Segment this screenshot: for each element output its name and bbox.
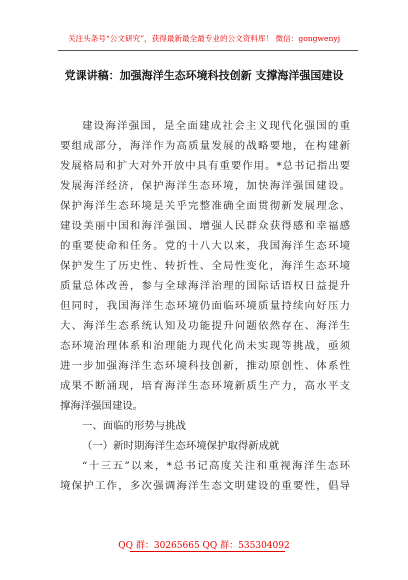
body-line: 境保护工作，多次强调海洋生态文明建设的重要性，倡导 <box>60 480 350 492</box>
body-line: 发展格局和扩大对外开放中具有重要作用。*总书记指出要 <box>60 160 350 172</box>
body-line: 撑海洋强国建设。 <box>60 400 144 412</box>
body-line: 保护海洋生态环境是关乎完整准确全面贯彻新发展理念、 <box>60 200 350 212</box>
body-line: 建设海洋强国，是全面建成社会主义现代化强国的重 <box>82 120 350 132</box>
body-line: 态环境治理体系和治理能力现代化尚未实现等挑战，亟须 <box>60 340 350 352</box>
body-line: 的重要使命和任务。党的十八大以来，我国海洋生态环境 <box>60 240 350 252</box>
header-banner: 关注头条号“公文研究”，获得最新最全最专业的公文资料库！ 微信：gongwenyj <box>67 34 341 43</box>
body-line: 成果不断涌现，培育海洋生态环境新质生产力，高水平支 <box>60 380 350 392</box>
footer-qq-groups: QQ 群：30265665 QQ 群：535304092 <box>118 541 290 551</box>
body-line: 进一步加强海洋生态环境科技创新，推动原创性、体系性 <box>60 360 350 372</box>
body-line: 保护发生了历史性、转折性、全局性变化，海洋生态环境 <box>60 260 350 272</box>
footer-underline <box>130 551 285 552</box>
body-line: 大、海洋生态系统认知及功能提升问题依然存在、海洋生 <box>60 320 350 332</box>
body-line: 质量总体改善，参与全球海洋治理的国际话语权日益提升 <box>60 280 350 292</box>
subsection-heading: （一）新时期海洋生态环境保护取得新成就 <box>82 440 280 452</box>
body-line: 要组成部分，海洋作为高质量发展的战略要地，在构建新 <box>60 140 350 152</box>
body-line: 发展海洋经济，保护海洋生态环境，加快海洋强国建设。 <box>60 180 350 192</box>
document-title: 党课讲稿：加强海洋生态环境科技创新 支撑海洋强国建设 <box>64 69 344 82</box>
header-divider <box>58 50 358 51</box>
document-body <box>60 116 350 496</box>
body-line: 建设美丽中国和海洋强国、增强人民群众获得感和幸福感 <box>60 220 350 232</box>
body-line: “十三五”以来，*总书记高度关注和重视海洋生态环 <box>82 460 350 472</box>
body-line: 但同时，我国海洋生态环境仍面临环境质量持续向好压力 <box>60 300 350 312</box>
section-heading: 一、面临的形势与挑战 <box>82 420 186 432</box>
